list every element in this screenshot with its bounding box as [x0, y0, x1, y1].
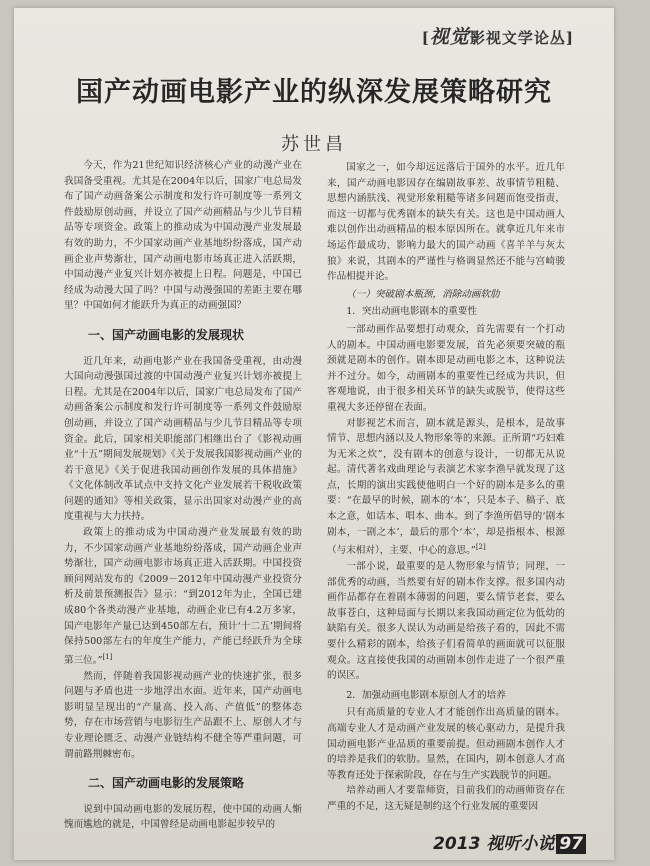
section-heading-1: 一、国产动画电影的发展现状 [88, 327, 245, 342]
right-paragraph-3-text: 对影视艺术而言，剧本就是源头，是根本，是故事情节、思想内涵以及人物形象等的来源。正所谓“巧妇难为无米之炊”，没有剧本的创意与设计，一切都无从说起。清代著名戏曲理论与表演艺术家李渔早就发现了这点，长期的演出实践使他明白一个好的剧本是多么的重要：“在最早的时候，剧本的‘本’，只是本子、稿子、底本之意，如话本、唱本、曲本。到了李渔所倡导的‘剧本剧本，一剧之本’，最后的那个‘本’，却是指根本、根源（与末相对），主要、中心的意思。” [327, 417, 565, 557]
column-label [422, 22, 574, 49]
reference-mark-1: [1] [102, 652, 113, 661]
column-label-small: 影视文学论丛 [469, 29, 566, 47]
left-paragraph-3: 然而，伴随着我国影视动画产业的快速扩张，很多问题与矛盾也进一步地浮出水面。近年来，国产动画电影明显呈现出的“产量高、投入高、产值低”的整体态势，存在市场营销与电影衍生产品跟不上、原创人才与专业理论匮乏、动漫产业链结构不健全等严重问题，可谓前路荆棘密布。 [64, 670, 302, 760]
subsection-heading-1: （一）突破剧本瓶颈，消除动画软肋 [346, 288, 500, 300]
intro-paragraph: 今天，作为21世纪知识经济核心产业的动漫产业在我国备受重视。尤其是在2004年以后，国家广电总局发布了国产动画备案公示制度和发行许可制度等一系列文件鼓励原创动画，并设立了国产动画精品与少儿节目精品等专项资金。政策上的推动成为中国动漫产业发展最有效的助力，不少国家动画产业基地纷纷落成，国产动画企业声势渐壮，国产动画电影市场真正进入活跃期，中国动漫产业复兴计划亦被提上日程。问题是，中国已经成为动漫大国了吗？中国与动漫强国的差距主要在哪里？中国如何才能跃升为真正的动画强国？ [64, 160, 302, 312]
footer-magazine: 视听小说 [486, 834, 555, 854]
right-paragraph-3 [327, 416, 565, 560]
left-paragraph-4: 说到中国动画电影的发展历程，使中国的动画人惭愧而尴尬的就是，中国曾经是动画电影起步较早的 [64, 803, 302, 831]
left-paragraph-2 [64, 525, 302, 669]
column-prefix: [ [421, 29, 430, 47]
left-paragraph-2-text: 政策上的推动成为中国动漫产业发展最有效的助力，不少国家动画产业基地纷纷落成，国产动画企业声势渐壮，国产动画电影市场真正进入活跃期。中国投资顾问网站发布的《2009－2012年中国动漫产业投资分析及前景预测报告》显示：“到2012年为止，全国已建成80个各类动漫产业基地，动画企业已有4.2万多家，国产电影年产量已达到450部左右，预计‘十二五’期间将保持500部左右的年度生产能力，产能已经跃升为全球第三位。” [64, 527, 302, 666]
sub-point-2: 2．加强动画电影剧本原创人才的培养 [346, 689, 506, 701]
article-title: 国产动画电影产业的纵深发展策略研究 [76, 77, 552, 108]
right-paragraph-6: 培养动画人才要靠师资，目前我们的动画师资存在严重的不足，这无疑是制约这个行业发展的重要因 [327, 785, 565, 812]
right-paragraph-2: 一部动画作品要想打动观众，首先需要有一个打动人的剧本。中国动画电影要发展，首先必须要突破的瓶颈就是剧本的创作。剧本即是动画电影之本，这种说法并不过分。如今，动画剧本的重要性已经成为共识，但客观地说，由于很多相关环节的缺失或脱节，使得这些重视大多还停留在表面。 [327, 323, 565, 413]
left-column [64, 158, 302, 833]
magazine-page [14, 8, 614, 860]
column-label-big: 视觉 [429, 26, 470, 48]
right-column [327, 160, 565, 815]
article-author: 苏世昌 [281, 134, 347, 155]
right-paragraph-4: 一部小说，最重要的是人物形象与情节；同理，一部优秀的动画，当然要有好的剧本作支撑。很多国内动画作品都存在着剧本薄弱的问题，要么情节老套，要么故事苍白，这种局面与长期以来我国动画定位为低幼的缺陷有关。很多人误认为动画是给孩子看的，因此不需要什么精彩的剧本，给孩子们看简单的画面就可以征服观众。这直接使我国的动画剧本创作走进了一个很严重的误区。 [327, 561, 565, 682]
right-paragraph-1: 国家之一，如今却远远落后于国外的水平。近几年来，国产动画电影因存在编剧故事差、故事情节粗糙、思想内涵肤浅、视觉形象粗糙等诸多问题而饱受指责，而这一切都与优秀剧本的缺失有关。这也是中国动画人难以创作出动画精品的根本原因所在。就拿近几年来市场运作最成功、影响力最大的国产动画《喜羊羊与灰太狼》来说，其剧本的严谨性与格调显然还不能与宫崎骏作品相提并论。 [327, 162, 565, 283]
section-heading-2: 二、国产动画电影的发展策略 [88, 776, 245, 791]
page-number: 97 [556, 834, 586, 854]
column-suffix: ] [565, 29, 574, 47]
left-paragraph-1: 近几年来，动画电影产业在我国备受重视，由动漫大国向动漫强国过渡的中国动漫产业复兴计划亦被提上日程。尤其是在2004年以后，国家广电总局发布了国产动画备案公示制度和发行许可制度等一系列文件鼓励原创动画，并设立了国产动画精品与少儿节目精品等专项资金。此后，国家相关职能部门相继出台了《影视动画业“十五”期间发展规划》《关于发展我国影视动画产业的若干意见》《关于促进我国动画创作发展的具体措施》《文化体制改革试点中支持文化产业发展若干税收政策问题的通知》等相关政策，显示出国家对动漫产业的高度重视与大力扶持。 [64, 355, 302, 523]
sub-point-1: 1．突出动画电影剧本的重要性 [346, 306, 478, 318]
reference-mark-2: [2] [475, 543, 486, 552]
page-footer [433, 829, 586, 854]
right-paragraph-5: 只有高质量的专业人才才能创作出高质量的剧本。高端专业人才是动画产业发展的核心驱动力，是提升我国动画电影产业品质的重要前提。但动画剧本创作人才的培养是我们的软肋。显然，在国内，剧本创意人才高等教育还处于探索阶段，存在与生产实践脱节的问题。 [327, 707, 565, 781]
footer-year: 2013 [433, 834, 481, 854]
